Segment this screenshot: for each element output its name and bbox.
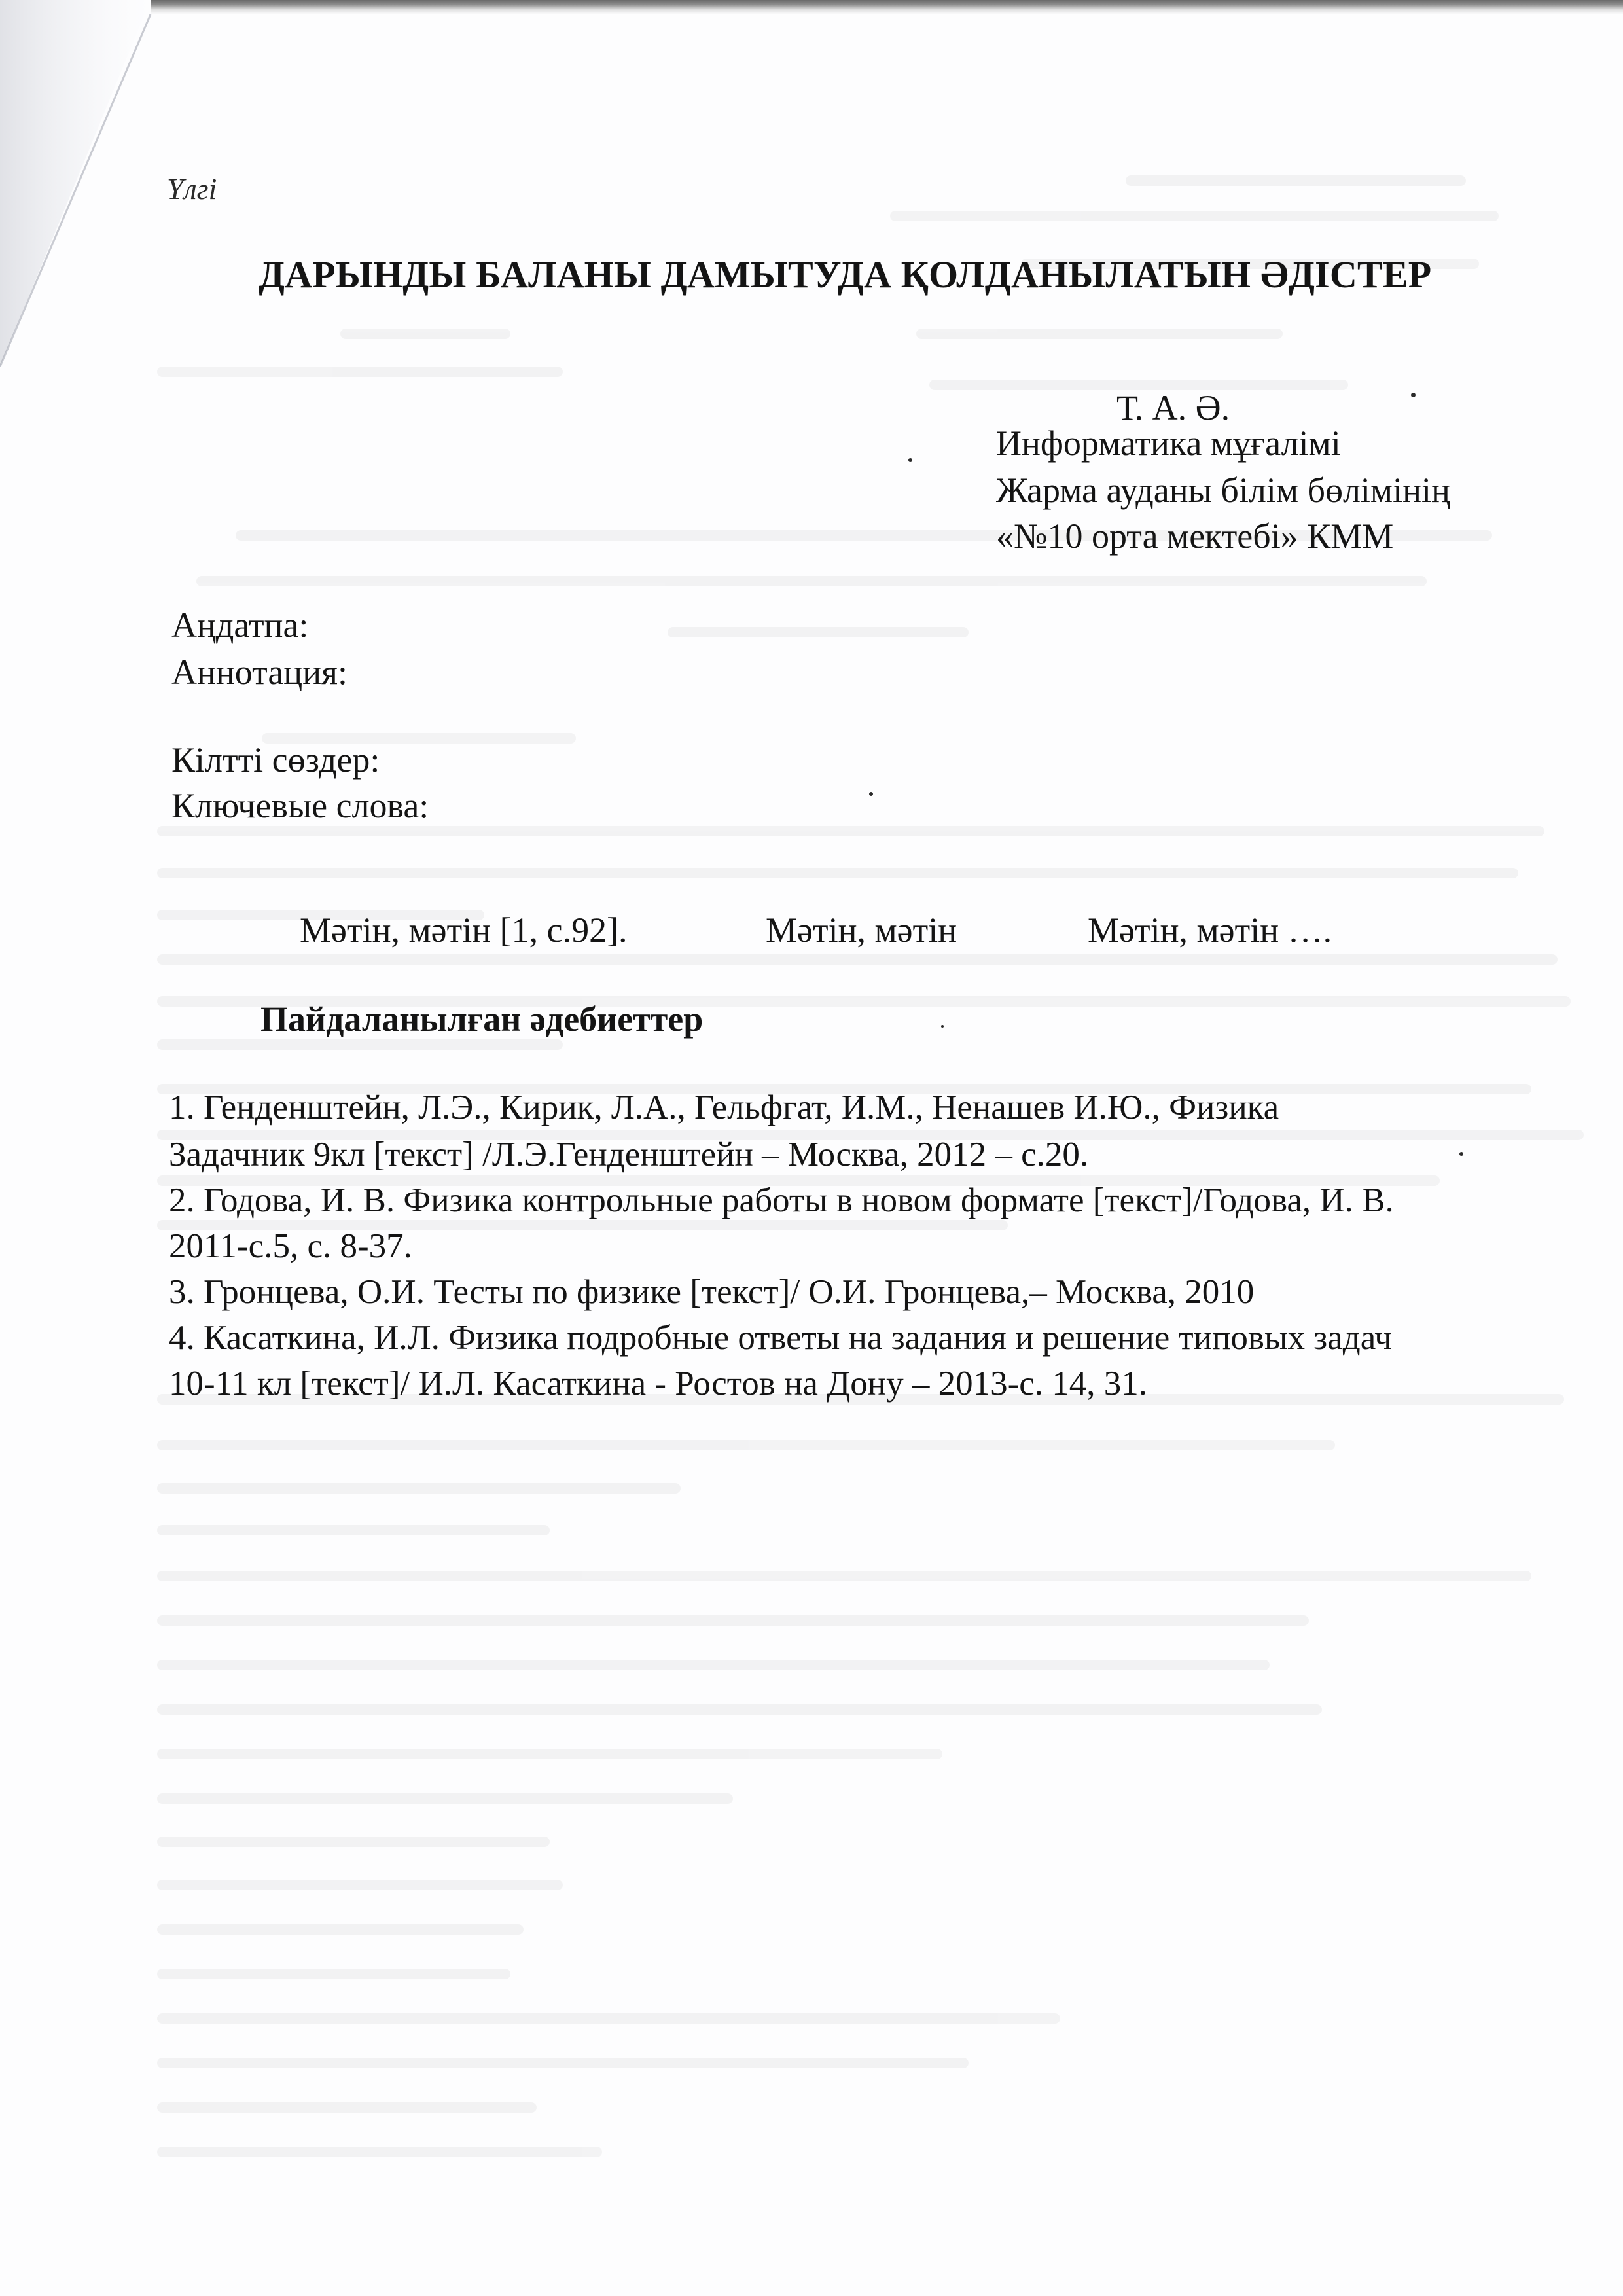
reference-line: 1. Генденштейн, Л.Э., Кирик, Л.А., Гельфгат, И.М., Ненашев И.Ю., Физика — [169, 1088, 1279, 1126]
reference-line: 10-11 кл [текст]/ И.Л. Касаткина - Ростов на Дону – 2013-с. 14, 31. — [169, 1365, 1148, 1403]
scan-top-edge — [151, 0, 1623, 14]
body-text-part2: Мәтін, мәтін — [766, 910, 957, 950]
keywords-ru-label: Ключевые слова: — [171, 786, 429, 825]
author-position: Информатика мұғалімі — [996, 423, 1341, 463]
abstract-ru-label: Аннотация: — [171, 653, 348, 692]
reference-line: Задачник 9кл [текст] /Л.Э.Генденштейн – Москва, 2012 – с.20. — [169, 1136, 1089, 1174]
body-text-part3: Мәтін, мәтін …. — [1088, 910, 1332, 950]
template-label: Үлгі — [167, 172, 217, 206]
author-organization-line2: «№10 орта мектебі» КММ — [996, 516, 1394, 556]
abstract-kk-label: Аңдатпа: — [171, 605, 309, 645]
reference-line: 3. Гронцева, О.И. Тесты по физике [текст]/ О.И. Гронцева,– Москва, 2010 — [169, 1273, 1255, 1311]
author-name: Т. А. Ә. — [1116, 388, 1230, 427]
document-title: ДАРЫНДЫ БАЛАНЫ ДАМЫТУДА ҚОЛДАНЫЛАТЫН ӘДІСТЕР — [259, 253, 1432, 296]
keywords-kk-label: Кілтті сөздер: — [171, 740, 380, 780]
references-heading: Пайдаланылған әдебиеттер — [260, 999, 704, 1039]
author-organization-line1: Жарма ауданы білім бөлімінің — [996, 471, 1450, 510]
reference-line: 2011-с.5, с. 8-37. — [169, 1227, 412, 1265]
reference-line: 2. Годова, И. В. Физика контрольные работы в новом формате [текст]/Годова, И. В. — [169, 1181, 1394, 1219]
body-text-part1: Мәтін, мәтін [1, с.92]. — [300, 910, 628, 950]
reference-line: 4. Касаткина, И.Л. Физика подробные ответы на задания и решение типовых задач — [169, 1319, 1392, 1357]
